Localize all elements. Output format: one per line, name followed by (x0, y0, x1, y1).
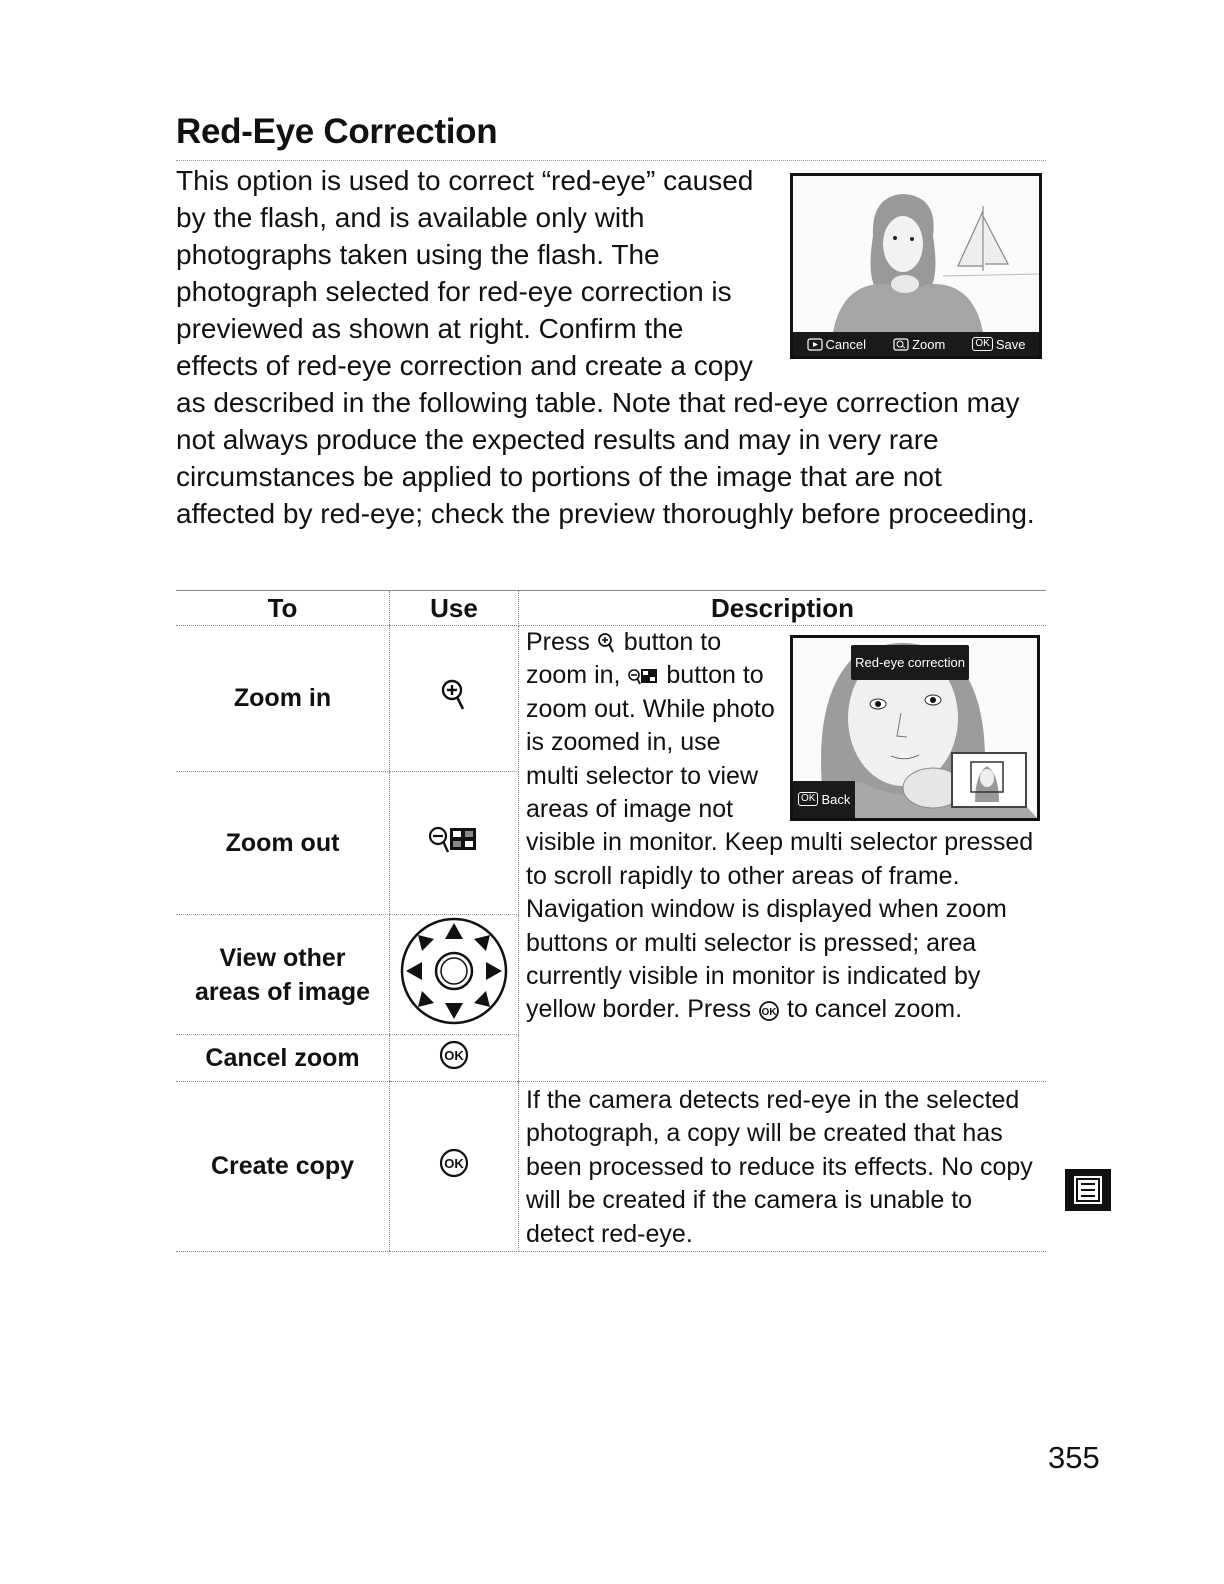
ok-button-icon (439, 1148, 469, 1178)
zoom-in-inline-icon (597, 632, 617, 654)
portrait-image (793, 176, 1039, 332)
red-eye-correction-label: Red-eye correction (851, 645, 969, 680)
row-label-view-other: View other areas of image (176, 915, 390, 1035)
operations-table (176, 590, 1046, 1252)
zoom-screenshot (790, 635, 1040, 821)
use-cell (390, 1035, 519, 1082)
table-row (176, 1082, 1046, 1252)
zoom-out-button-icon (426, 822, 482, 858)
ok-key-icon: OK (798, 792, 818, 806)
zoom-description-cell: Red-eye correction OK Back Press button to zoom in, button to zoom out. While photo is zoomed in, use multi selector to view areas of image not visible in monitor. Keep multi selector pressed to scroll rapidly to other areas of frame. Navigation window is displayed when zoom buttons or multi selector is pressed; area currently visible in monitor is indicated by yellow border. Press OK to cancel zoom. (519, 626, 1047, 1082)
header-description: Description (519, 591, 1047, 626)
save-hint: OK Save (972, 326, 1025, 363)
ok-key-icon: OK (972, 337, 992, 351)
preview-button-bar (793, 332, 1039, 356)
back-hint: OK Back (793, 781, 855, 818)
svg-text:OK: OK (761, 1006, 777, 1018)
section-title: Red-Eye Correction (176, 112, 498, 151)
row-label-zoom-in: Zoom in (176, 626, 390, 772)
navigation-window (951, 752, 1027, 808)
use-cell (390, 772, 519, 915)
row-label-zoom-out: Zoom out (176, 772, 390, 915)
zoom-hint: Zoom (893, 326, 945, 363)
svg-text:OK: OK (444, 1156, 464, 1172)
use-cell (390, 915, 519, 1035)
navigation-thumbnail (953, 754, 1021, 802)
preview-screenshot (790, 173, 1042, 359)
intro-text: This option is used to correct “red-eye” caused by the flash, and is available only with photographs taken using the flash. The photograph selected for red-eye correction is previewed as shown at right. Confirm the effects of red-eye correction and create a copy as described in the following table. Note that red-eye correction may not always produce the expected results and may in very rare circumstances be applied to portions of the image that are not affected by red-eye; check the preview thoroughly before proceeding. (176, 165, 1035, 529)
row-label-cancel-zoom: Cancel zoom (176, 1035, 390, 1082)
row-label-create-copy: Create copy (176, 1082, 390, 1252)
create-copy-description: If the camera detects red-eye in the selected photograph, a copy will be created that has been processed to reduce its effects. No copy will be created if the camera is unable to detect red-eye. (519, 1082, 1047, 1252)
header-use: Use (390, 591, 519, 626)
title-divider (176, 160, 1046, 161)
zoom-out-inline-icon (627, 666, 659, 688)
zoom-in-icon (893, 338, 909, 351)
use-cell (390, 626, 519, 772)
table-row (176, 626, 1046, 772)
retouch-menu-tab-icon (1064, 1168, 1112, 1212)
use-cell (390, 1082, 519, 1252)
ok-button-inline-icon (758, 1000, 780, 1022)
page-number: 355 (1048, 1440, 1100, 1475)
svg-text:OK: OK (444, 1047, 464, 1063)
intro-block (176, 162, 1046, 532)
multi-selector-icon (398, 915, 510, 1027)
ok-button-icon (439, 1040, 469, 1070)
playback-icon (807, 338, 823, 351)
cancel-hint: Cancel (807, 326, 866, 363)
header-to: To (176, 591, 390, 626)
zoom-in-button-icon (439, 677, 469, 713)
